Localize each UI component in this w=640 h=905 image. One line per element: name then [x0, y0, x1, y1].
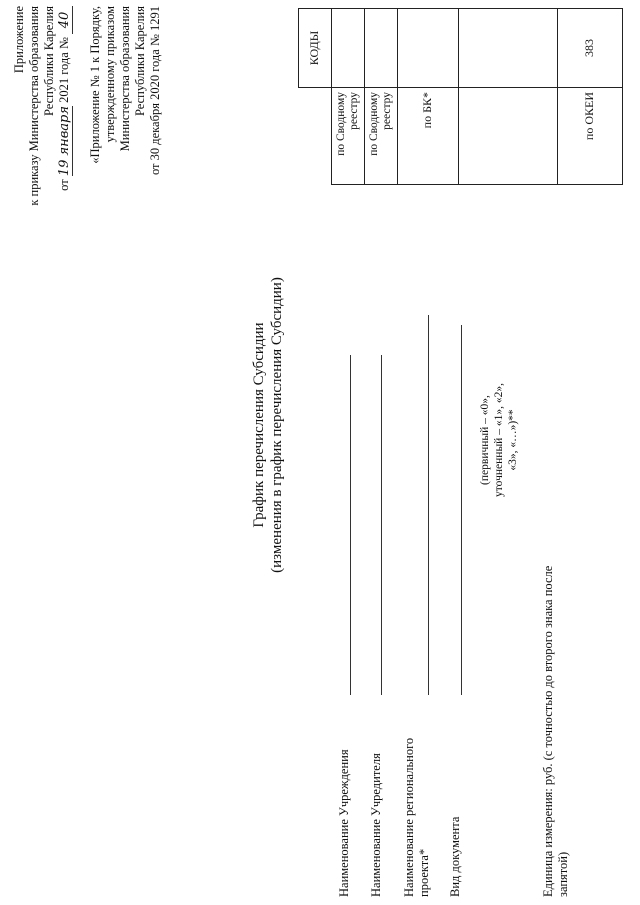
- codes-row-value: [364, 9, 397, 88]
- header-line2: к приказу Министерства образования: [27, 6, 41, 206]
- codes-header: КОДЫ: [299, 9, 332, 88]
- codes-header-row: [299, 9, 332, 185]
- doc-hint-line2: уточненный – «1», «2»,: [493, 383, 505, 497]
- field-label-project: [402, 738, 432, 897]
- quote-line1: «Приложение № 1 к Порядку,: [88, 6, 102, 164]
- field-line-doc-type: [461, 325, 462, 695]
- unit-line2: запятой): [556, 851, 570, 897]
- order-number-handwritten: 40: [57, 6, 73, 34]
- field-label-institution: Наименование Учреждения: [337, 749, 351, 897]
- codes-row: [458, 9, 557, 185]
- approval-header: [12, 6, 73, 266]
- date-day-handwritten: [57, 106, 73, 176]
- doc-type-hint: [478, 355, 520, 525]
- codes-row: [331, 9, 364, 185]
- codes-row-value: [397, 9, 458, 88]
- date-day: 19: [57, 159, 72, 177]
- codes-row-label: [458, 88, 557, 185]
- codes-row-value: [458, 9, 557, 88]
- header-line3: Республики Карелия: [42, 6, 56, 117]
- codes-row: [397, 9, 458, 185]
- field-line-founder: [381, 355, 382, 695]
- quote-line3: Министерства образования: [118, 6, 132, 152]
- title-line1: График перечисления Субсидии: [251, 322, 267, 528]
- codes-row-value: 383: [557, 9, 622, 88]
- quote-line4: Республики Карелия: [133, 6, 147, 117]
- field-line-project: [428, 315, 429, 695]
- date-year: 2021 года №: [57, 37, 71, 103]
- codes-row-label: по Сводному реестру: [331, 88, 364, 185]
- date-month: января: [57, 106, 72, 156]
- title-line2: (изменения в график перечисления Субсидии): [269, 277, 285, 573]
- codes-table: [298, 8, 623, 185]
- quoted-appendix-note: [88, 6, 163, 266]
- document-title: [250, 245, 286, 605]
- codes-row: [557, 9, 622, 185]
- header-date-line: [57, 6, 73, 266]
- doc-hint-line1: (первичный – «0»,: [479, 395, 491, 485]
- codes-row-label: по Сводному реестру: [364, 88, 397, 185]
- field-label-founder: Наименование Учредителя: [369, 753, 383, 897]
- unit-line1: Единица измерения: руб. (с точностью до второго знака после: [541, 565, 555, 897]
- doc-hint-line3: «3», «…»)**: [507, 409, 519, 471]
- codes-row-value: [331, 9, 364, 88]
- codes-row: [364, 9, 397, 185]
- project-label-line2: проекта*: [417, 848, 431, 897]
- field-label-doc-type: Вид документа: [448, 816, 462, 897]
- codes-row-label: по БК*: [397, 88, 458, 185]
- codes-row-label: по ОКЕИ: [557, 88, 622, 185]
- field-line-institution: [350, 355, 351, 695]
- header-line1: Приложение: [12, 6, 26, 74]
- project-label-line1: Наименование регионального: [402, 737, 416, 897]
- quote-line5: от 30 декабря 2020 года № 1291: [148, 6, 162, 176]
- quote-line2: утвержденному приказом: [103, 6, 117, 143]
- codes-table-wrap: [298, 8, 623, 185]
- unit-of-measure: [541, 566, 571, 897]
- date-prefix: от: [57, 179, 71, 191]
